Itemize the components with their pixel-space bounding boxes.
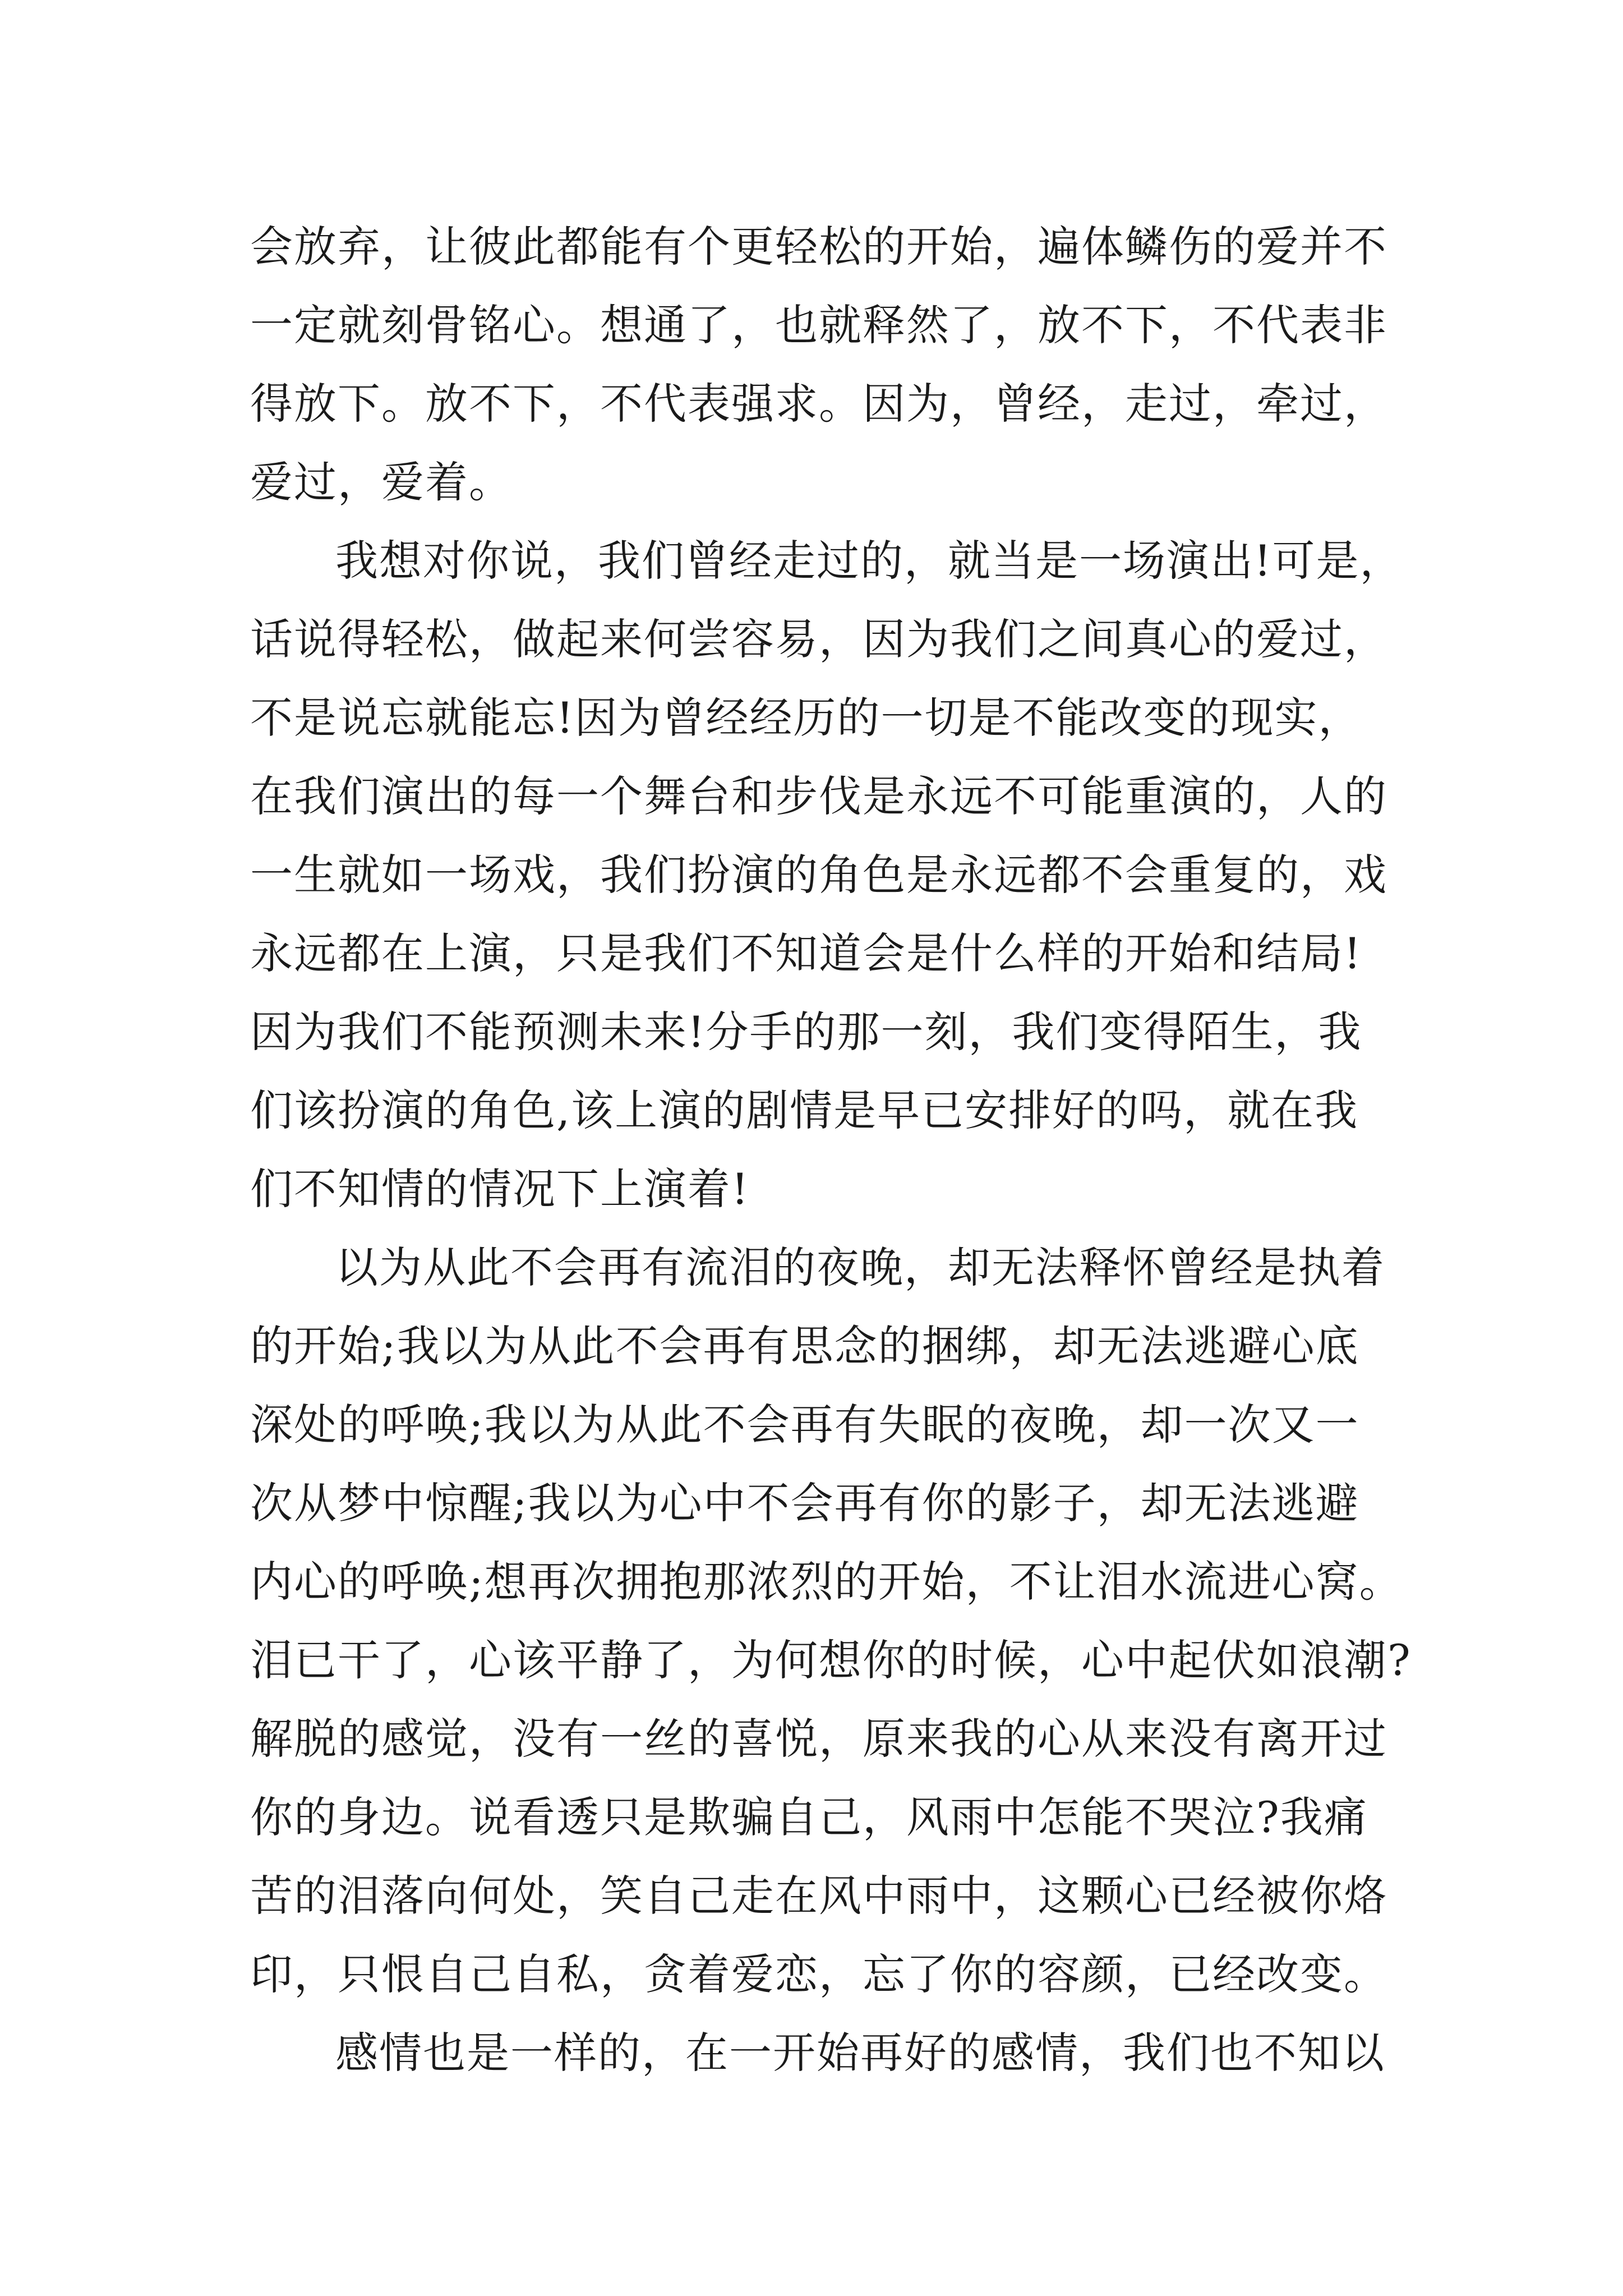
text-line: 得放下。放不下，不代表强求。因为，曾经，走过，牵过， [250,379,1387,429]
text-line: 次从梦中惊醒;我以为心中不会再有你的影子，却无法逃避 [250,1478,1359,1528]
text-line: 内心的呼唤;想再次拥抱那浓烈的开始，不让泪水流进心窝。 [250,1557,1403,1607]
text-line: 们不知情的情况下上演着! [250,1164,750,1214]
paragraph-start-line: 以为从此不会再有流泪的夜晚，却无法释怀曾经是执着 [335,1243,1385,1292]
text-line: 泪已干了，心该平静了，为何想你的时候，心中起伏如浪潮? [250,1635,1412,1685]
text-line: 苦的泪落向何处，笑自己走在风中雨中，这颗心已经被你烙 [250,1871,1387,1921]
body-text [250,208,1412,2092]
text-line: 的开始;我以为从此不会再有思念的捆绑，却无法逃避心底 [250,1321,1359,1371]
text-line: 话说得轻松，做起来何尝容易，因为我们之间真心的爱过， [250,614,1387,664]
text-line: 印，只恨自己自私，贪着爱恋，忘了你的容颜，已经改变。 [250,1949,1387,1999]
text-line: 你的身边。说看透只是欺骗自己，风雨中怎能不哭泣?我痛 [250,1792,1368,1842]
text-line: 一生就如一场戏，我们扮演的角色是永远都不会重复的，戏 [250,850,1387,900]
text-line: 永远都在上演，只是我们不知道会是什么样的开始和结局! [250,928,1362,978]
text-line: 在我们演出的每一个舞台和步伐是永远不可能重演的，人的 [250,771,1387,821]
text-line: 深处的呼唤;我以为从此不会再有失眠的夜晚，却一次又一 [250,1400,1359,1450]
text-line: 爱过，爱着。 [250,457,513,507]
paragraph-start-line: 我想对你说，我们曾经走过的，就当是一场演出!可是， [335,536,1404,586]
text-line: 会放弃，让彼此都能有个更轻松的开始，遍体鳞伤的爱并不 [250,222,1387,272]
paragraph-start-line: 感情也是一样的，在一开始再好的感情，我们也不知以 [335,2028,1385,2078]
text-line: 们该扮演的角色,该上演的剧情是早已安排好的吗，就在我 [250,1085,1359,1135]
text-line: 解脱的感觉，没有一丝的喜悦，原来我的心从来没有离开过 [250,1714,1387,1764]
text-line: 因为我们不能预测未来!分手的那一刻，我们变得陌生，我 [250,1007,1362,1057]
text-line: 一定就刻骨铭心。想通了，也就释然了，放不下，不代表非 [250,300,1387,350]
text-line: 不是说忘就能忘!因为曾经经历的一切是不能改变的现实， [250,693,1362,743]
